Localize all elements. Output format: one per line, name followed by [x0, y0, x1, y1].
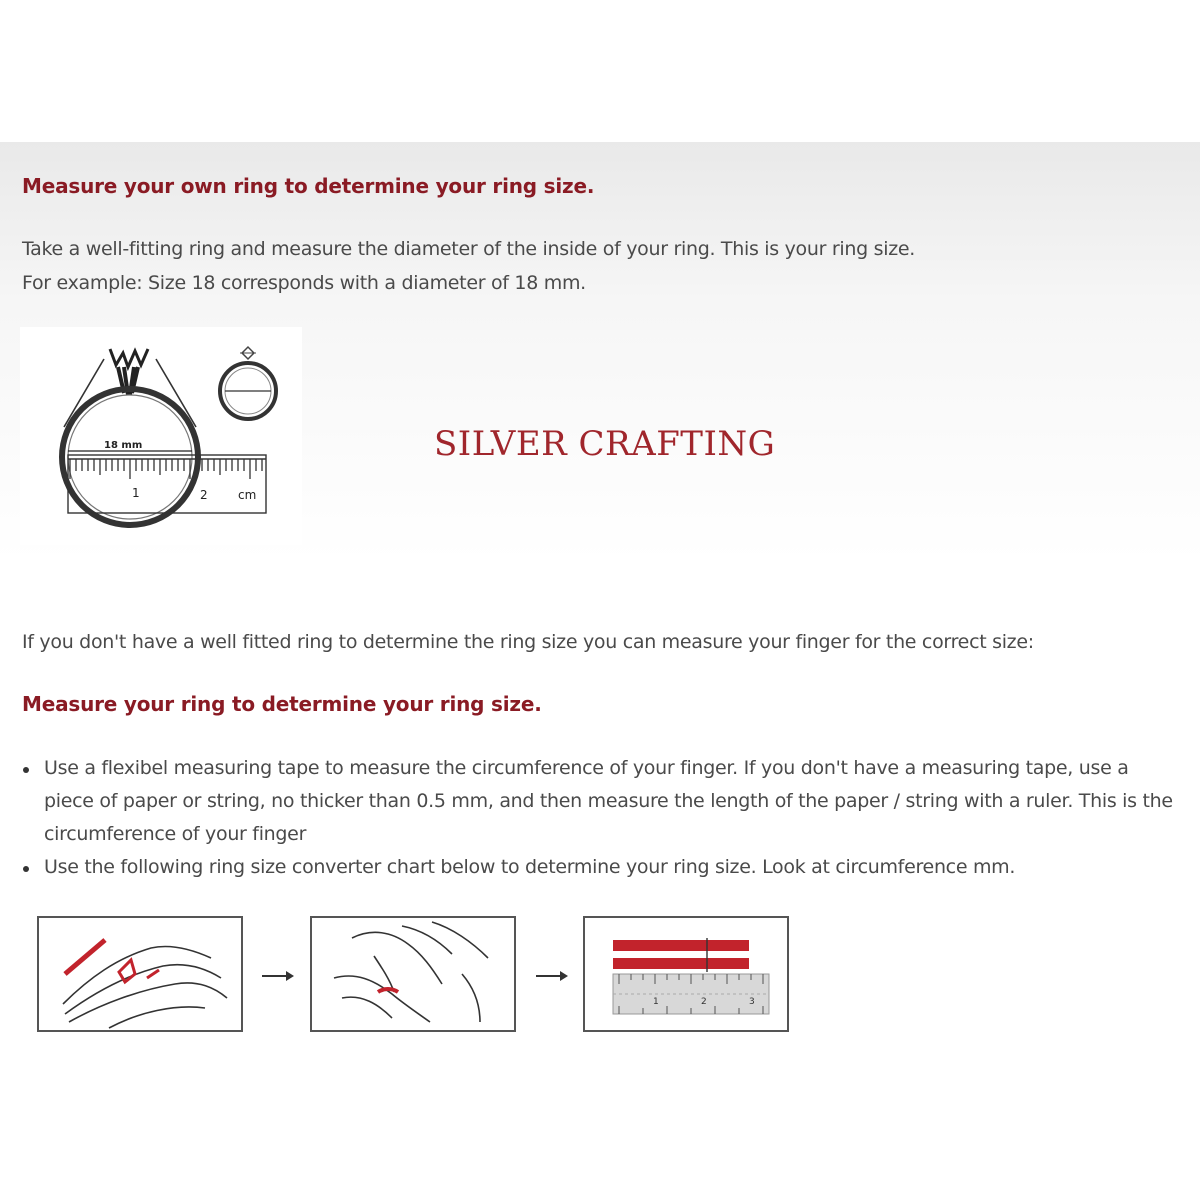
section1-line2: For example: Size 18 corresponds with a diameter of 18 mm.: [22, 272, 586, 294]
strip-bottom-icon: [613, 958, 749, 969]
ring-top-view-icon: [220, 347, 276, 419]
ring-band-icon: [62, 389, 198, 525]
instruction-list: [22, 752, 1182, 884]
ruler-tick-1: 1: [132, 486, 140, 500]
tape-strip-icon: [65, 940, 105, 974]
ruler-tick-2: 2: [200, 488, 208, 502]
ruler-strips-illustration: [583, 916, 789, 1032]
section1-line1: Take a well-fitting ring and measure the diameter of the inside of your ring. This is your ring size.: [22, 238, 915, 260]
arrow-right-icon: [258, 966, 298, 986]
ruler-tick-2: 2: [701, 997, 707, 1007]
ruler-tick-3: 3: [749, 997, 755, 1007]
measure-label: 18 mm: [104, 440, 143, 451]
list-item: Use a flexibel measuring tape to measure the circumference of your finger. If you don't have a measuring tape, use a piece of paper or string, no thicker than 0.5 mm, and then measure the length of the paper / string with a ruler. This is the circumference of your finger: [22, 752, 1182, 851]
finger-wrap-illustration: [310, 916, 516, 1032]
ring-prong-icon: [110, 349, 148, 367]
strip-top-icon: [613, 940, 749, 951]
section2-intro: If you don't have a well fitted ring to determine the ring size you can measure your finger for the correct size:: [22, 631, 1034, 653]
section2-heading: Measure your ring to determine your ring size.: [22, 692, 542, 716]
section1-heading: Measure your own ring to determine your ring size.: [22, 174, 595, 198]
arrow-right-icon: [532, 966, 572, 986]
hand-tape-illustration: [37, 916, 243, 1032]
ring-measure-illustration: [20, 327, 302, 545]
ruler-unit: cm: [238, 488, 257, 502]
list-item: Use the following ring size converter chart below to determine your ring size. Look at circumference mm.: [22, 851, 1182, 884]
brand-wordmark: SILVER CRAFTING: [434, 424, 776, 464]
ruler-tick-1: 1: [653, 997, 659, 1007]
